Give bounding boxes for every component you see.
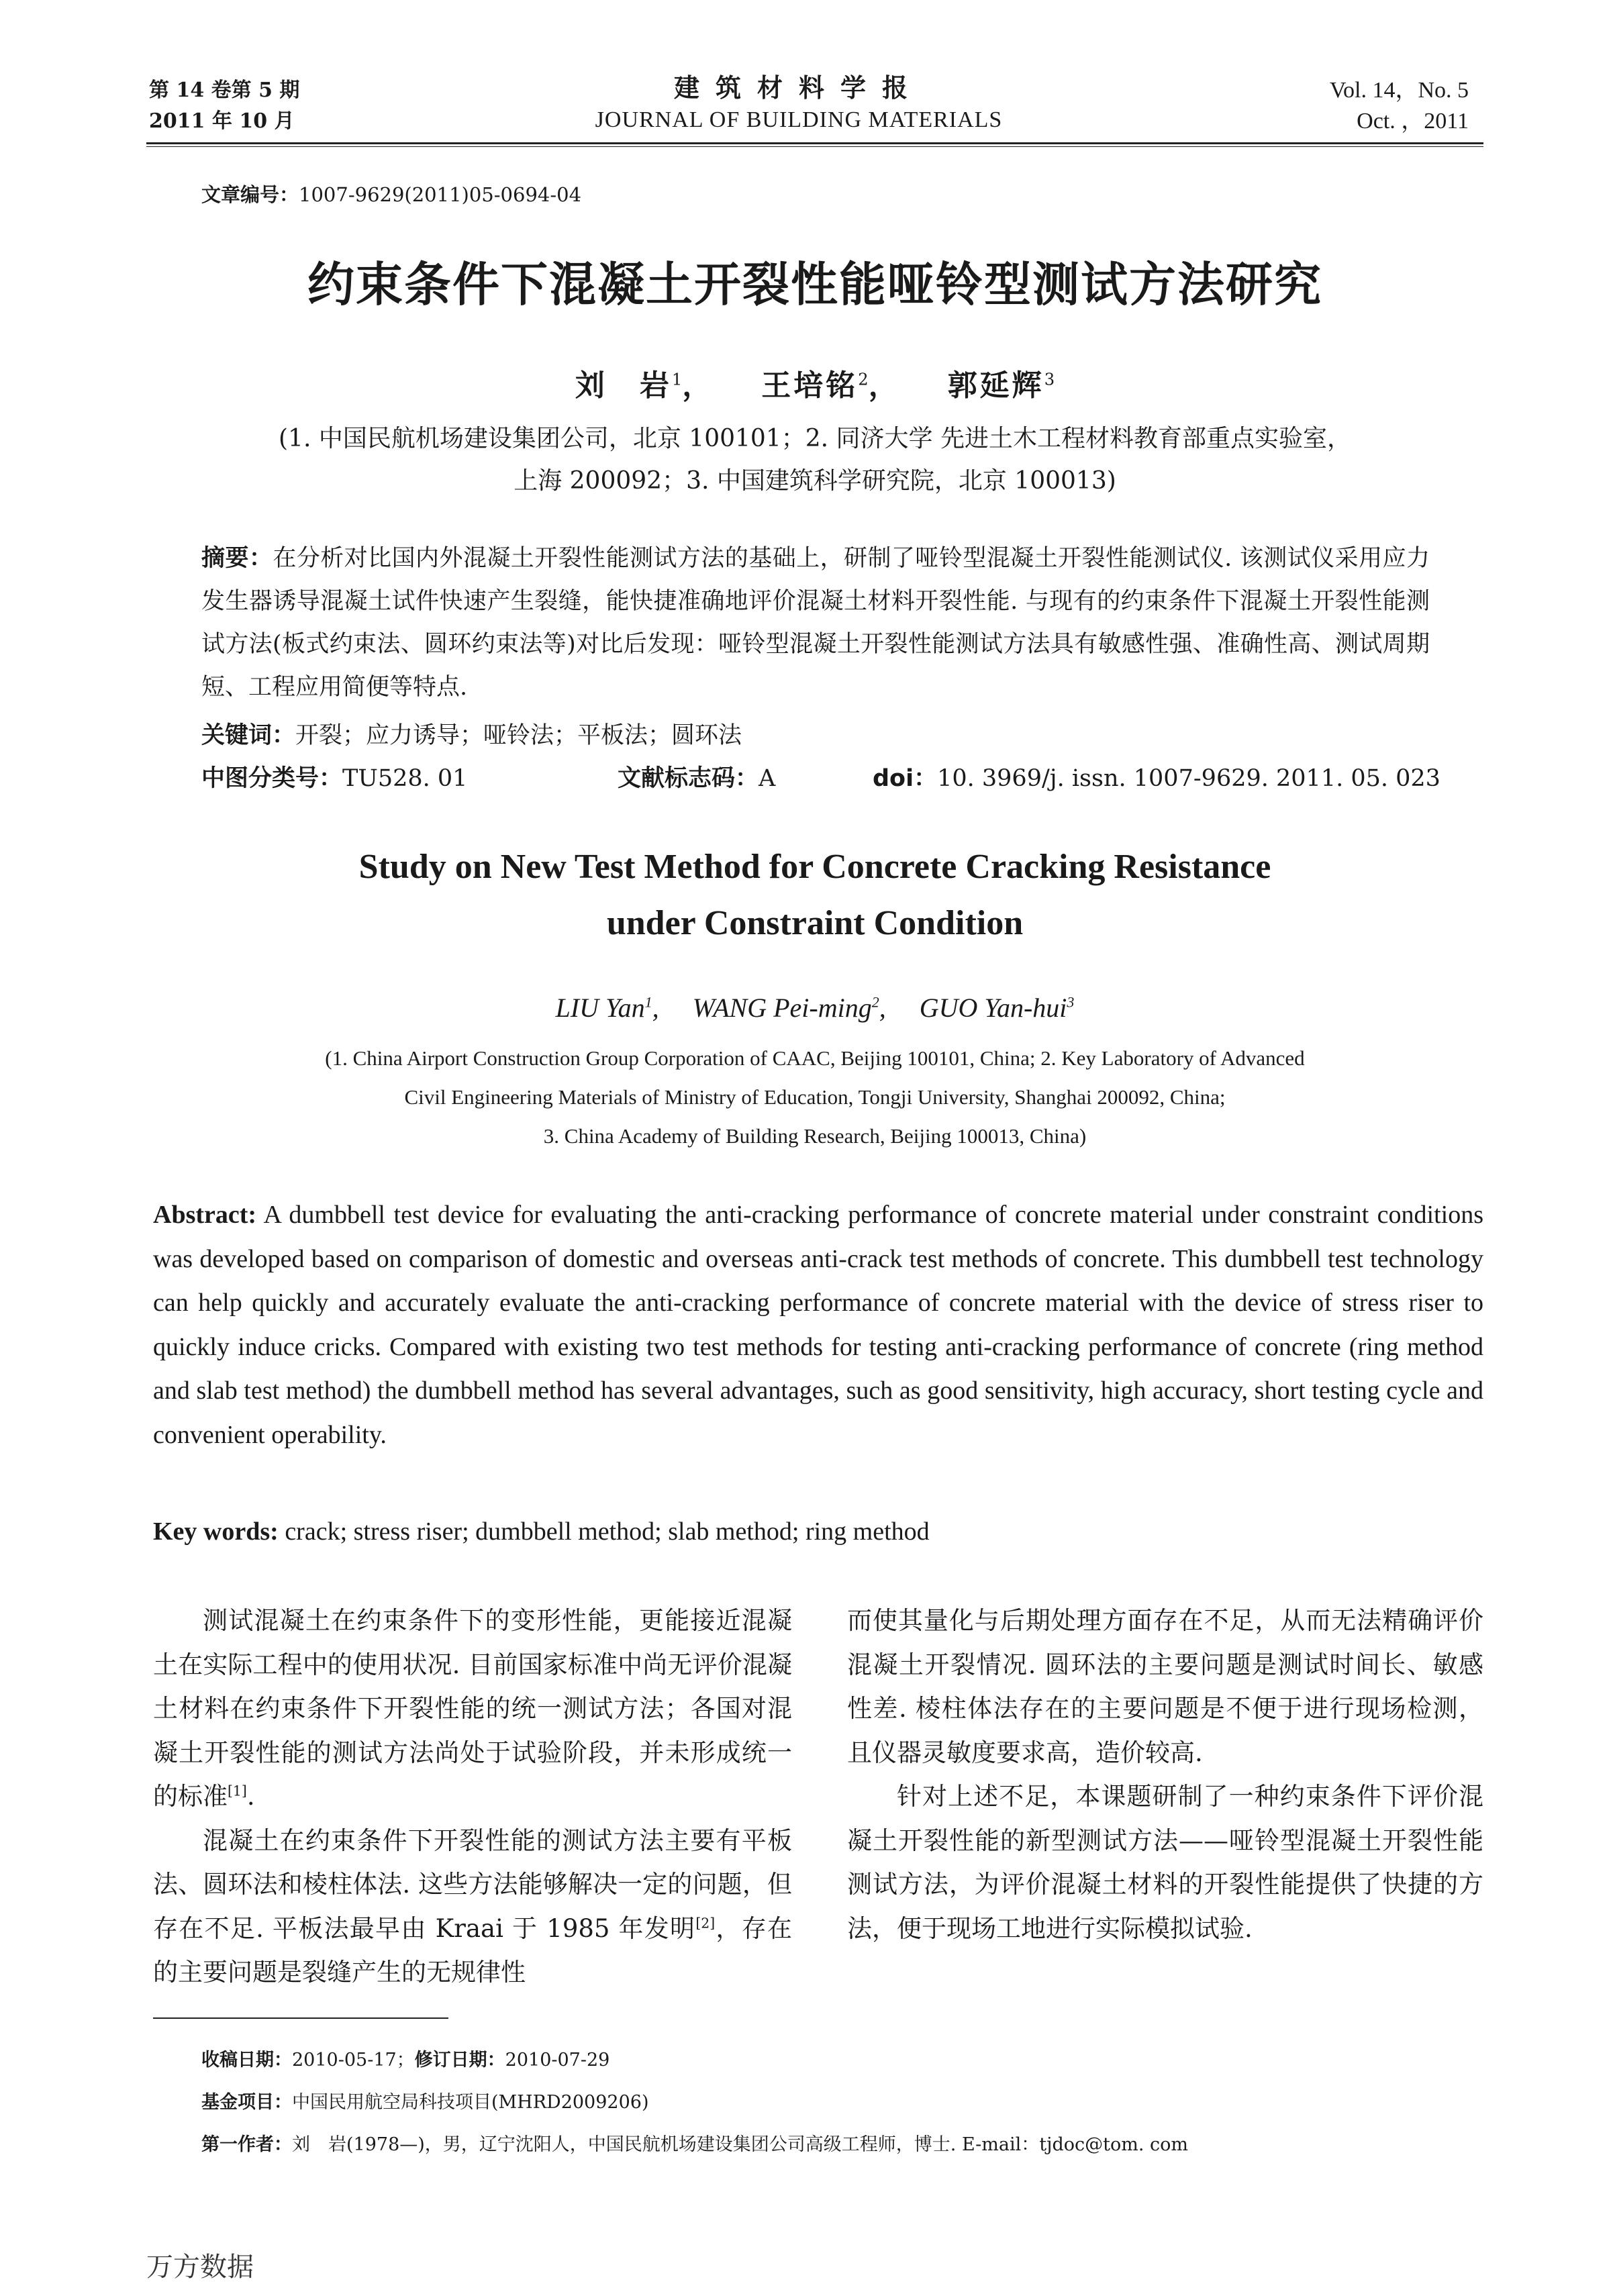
body-paragraph: 而使其量化与后期处理方面存在不足，从而无法精确评价混凝土开裂情况. 圆环法的主要问题是测试时间长、敏感性差. 棱柱体法存在的主要问题是不便于进行现场检测，且仪器灵敏度要求高，造价较高. xyxy=(847,1606,1483,1767)
affiliation-cn-line: (1. 中国民航机场建设集团公司，北京 100101；2. 同济大学 先进土木工程材料教育部重点实验室， xyxy=(279,425,1351,452)
doi-value: 10. 3969/j. issn. 1007-9629. 2011. 05. 023 xyxy=(937,765,1441,792)
affiliation-en-line: Civil Engineering Materials of Ministry of Education, Tongji University, Shanghai 200092, China; xyxy=(404,1085,1226,1109)
citation-ref[interactable]: [2] xyxy=(695,1915,716,1932)
header-rule-thin xyxy=(146,146,1483,147)
author-separator: ， xyxy=(682,368,715,403)
author-cn-1: 刘 岩$^1$ xyxy=(575,368,683,403)
wanfang-watermark: 万方数据 xyxy=(146,2252,254,2283)
footnotes xyxy=(201,2039,1188,2166)
article-number-value: 1007-9629(2011)05-0694-04 xyxy=(299,183,582,206)
body-paragraph: 混凝土在约束条件下开裂性能的测试方法主要有平板法、圆环法和棱柱体法. 这些方法能够解决一定的问题，但存在不足. 平板法最早由 Kraai 于 1985 年发明[2]，存在的主要问题是裂缝产生的无规律性 xyxy=(153,1826,792,1987)
running-header-center xyxy=(537,71,1061,136)
journal-name-cn: 建筑材料学报 xyxy=(673,72,924,103)
abstract-en xyxy=(153,1193,1483,1457)
doc-code-value: A xyxy=(759,765,776,792)
doi-label: doi： xyxy=(873,765,938,792)
keywords-cn-text: 开裂；应力诱导；哑铃法；平板法；圆环法 xyxy=(295,722,742,749)
footnote-dates: 收稿日期：2010-05-17；修订日期：2010-07-29 xyxy=(201,2050,610,2070)
clc-value: TU528. 01 xyxy=(342,765,468,792)
author-en-1: LIU Yan$^1$ xyxy=(555,993,652,1023)
keywords-cn-label: 关键词： xyxy=(201,722,296,749)
journal-name-en: JOURNAL OF BUILDING MATERIALS xyxy=(595,107,1003,132)
abstract-en-text: A dumbbell test device for evaluating the anti-cracking performance of concrete material under constraint conditions was developed based on comparison of domestic and overseas anti-crack test methods of concrete. This dumbbell test technology can help quickly and accurately evaluate the anti-cracking performance of concrete material with the device of stress riser to quickly induce cricks. Compared with existing two test methods for testing anti-cracking performance of concrete (ring method and slab test method) the dumbbell method has several advantages, such as good sensitivity, high accuracy, short testing cycle and convenient operability. xyxy=(153,1201,1484,1449)
affiliations-en xyxy=(146,1039,1483,1156)
classification-line xyxy=(201,757,1441,800)
authors-cn xyxy=(146,361,1483,404)
affiliation-en-line: 3. China Academy of Building Research, Beijing 100013, China) xyxy=(543,1124,1087,1148)
body-column-left xyxy=(153,1599,792,1995)
affiliation-cn-line: 上海 200092；3. 中国建筑科学研究院，北京 100013) xyxy=(514,467,1116,495)
footnote-fund: 基金项目：中国民用航空局科技项目(MHRD2009206) xyxy=(201,2092,649,2113)
running-header-left xyxy=(149,75,299,137)
article-number-label: 文章编号： xyxy=(201,183,299,206)
affiliations-cn xyxy=(146,417,1483,502)
authors-en: LIU Yan$^1$, WANG Pei-ming$^2$, GUO Yan-hui$^3$ xyxy=(555,993,1075,1023)
issue-date-en: Oct. ，2011 xyxy=(1357,109,1469,134)
volume-issue: 第 14 卷第 5 期 xyxy=(149,79,300,102)
title-en-line: Study on New Test Method for Concrete Cracking Resistance xyxy=(358,848,1271,886)
keywords-en-text: crack; stress riser; dumbbell method; slab method; ring method xyxy=(285,1517,930,1546)
author-en-3: GUO Yan-hui$^3$ xyxy=(919,993,1075,1023)
keywords-cn xyxy=(201,714,742,757)
doc-code-label: 文献标志码： xyxy=(618,765,759,792)
footnote-rule xyxy=(153,2017,448,2019)
footnote-first-author: 第一作者：刘 岩(1978—)，男，辽宁沈阳人，中国民航机场建设集团公司高级工程师，博士. E-mail：tjdoc@tom. com xyxy=(201,2134,1188,2155)
abstract-en-label: Abstract: xyxy=(153,1201,257,1229)
body-column-right xyxy=(847,1599,1483,1950)
abstract-cn xyxy=(201,537,1430,709)
keywords-en xyxy=(153,1510,930,1554)
title-en-line: under Constraint Condition xyxy=(606,904,1024,942)
author-cn-3: 郭延辉$^3$ xyxy=(947,368,1055,403)
citation-ref[interactable]: [1] xyxy=(228,1783,247,1799)
body-paragraph: 测试混凝土在约束条件下的变形性能，更能接近混凝土在实际工程中的使用状况. 目前国家标准中尚无评价混凝土材料在约束条件下开裂性能的统一测试方法；各国对混凝土开裂性能的测试方法尚处于试验阶段，并未形成统一的标准[1]. xyxy=(153,1606,792,1811)
running-header-right xyxy=(1330,75,1469,137)
article-number xyxy=(201,180,581,207)
keywords-en-label: Key words: xyxy=(153,1517,279,1546)
abstract-cn-text: 在分析对比国内外混凝土开裂性能测试方法的基础上，研制了哑铃型混凝土开裂性能测试仪. 该测试仪采用应力发生器诱导混凝土试件快速产生裂缝，能快捷准确地评价混凝土材料开裂性能. 与现有的约束条件下混凝土开裂性能测试方法(板式约束法、圆环约束法等)对比后发现：哑铃型混凝土开裂性能测试方法具有敏感性强、准确性高、测试周期短、工程应用简便等特点. xyxy=(201,545,1430,701)
author-separator: ， xyxy=(868,368,901,403)
clc-label: 中图分类号： xyxy=(201,765,343,792)
affiliation-en-line: (1. China Airport Construction Group Corporation of CAAC, Beijing 100101, China; 2. Key Laboratory of Advanced xyxy=(325,1046,1305,1070)
title-cn: 约束条件下混凝土开裂性能哑铃型测试方法研究 xyxy=(307,256,1322,312)
title-en xyxy=(146,839,1483,952)
header-rule xyxy=(146,142,1483,144)
body-paragraph: 针对上述不足，本课题研制了一种约束条件下评价混凝土开裂性能的新型测试方法——哑铃型混凝土开裂性能测试方法，为评价混凝土材料的开裂性能提供了快捷的方法，便于现场工地进行实际模拟试验. xyxy=(847,1782,1483,1943)
abstract-cn-label: 摘要： xyxy=(201,545,273,572)
author-en-2: WANG Pei-ming$^2$ xyxy=(692,993,879,1023)
author-cn-2: 王培铭$^2$ xyxy=(761,368,869,403)
volume-en: Vol. 14，No. 5 xyxy=(1329,78,1469,103)
issue-date-cn: 2011 年 10 月 xyxy=(149,109,295,133)
